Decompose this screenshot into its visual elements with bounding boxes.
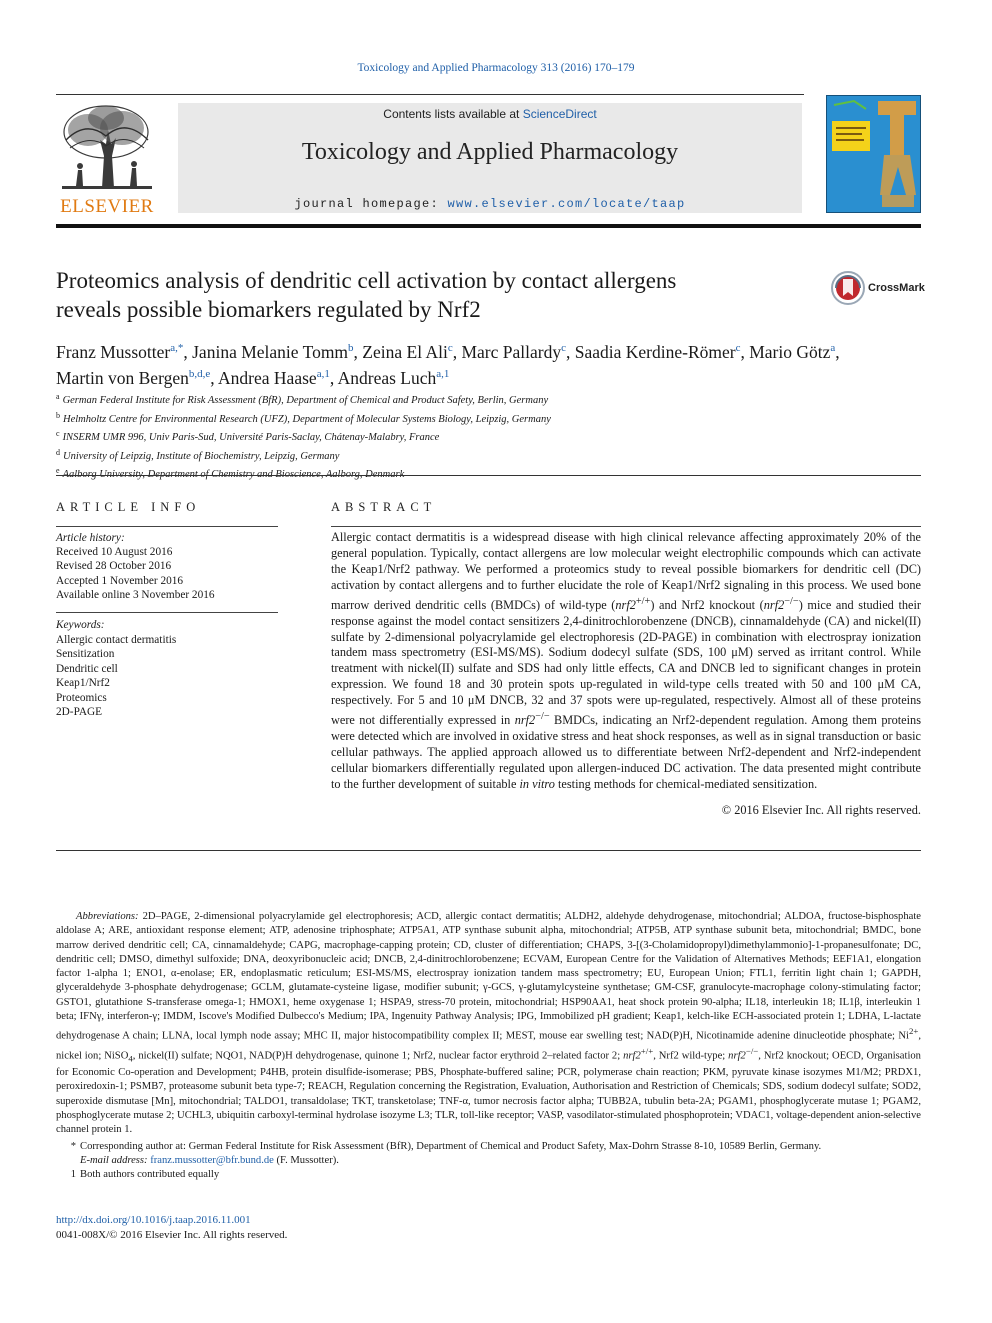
abbreviations-text: , Nrf2 wild-type; xyxy=(653,1050,729,1062)
journal-cover-thumbnail[interactable] xyxy=(826,95,921,213)
abbreviations-text: , nickel ion; NiSO xyxy=(56,1030,921,1062)
author-separator: , xyxy=(183,342,193,362)
affiliation-item xyxy=(56,446,926,465)
email-suffix: (F. Mussotter). xyxy=(273,1155,339,1166)
homepage-link[interactable]: www.elsevier.com/locate/taap xyxy=(447,197,686,211)
affiliation-text: Helmholtz Centre for Environmental Research (UFZ), Department of Molecular Systems Biology, Leipzig, Germany xyxy=(63,413,551,425)
abstract-rule xyxy=(331,526,921,527)
author-affiliation-marker[interactable]: c xyxy=(447,342,453,354)
title-line-2: reveals possible biomarkers regulated by Nrf2 xyxy=(56,297,481,322)
affiliation-text: German Federal Institute for Risk Assessment (BfR), Department of Chemical and Product Safety, Berlin, Germany xyxy=(62,395,549,406)
abstract-copyright: © 2016 Elsevier Inc. All rights reserved. xyxy=(721,803,921,817)
author-email-link[interactable]: franz.mussotter@bfr.bund.de xyxy=(150,1155,274,1166)
affiliation-key: b xyxy=(56,410,60,420)
genotype-superscript: −/− xyxy=(535,711,550,723)
affiliation-item xyxy=(56,464,926,483)
history-item: Accepted 1 November 2016 xyxy=(56,574,184,587)
footnote-text: Corresponding author at: German Federal Institute for Risk Assessment (BfR), Department of Chemical and Product Safety, Max-Dohrn Strasse 8-10, 10589 Berlin, Germany. xyxy=(80,1141,822,1152)
affiliation-text: INSERM UMR 996, Univ Paris-Sud, Université Paris-Saclay, Chátenay-Malabry, France xyxy=(62,432,440,443)
author-separator: , xyxy=(210,368,219,388)
crossmark-label[interactable]: CrossMark xyxy=(868,282,925,294)
journal-masthead xyxy=(178,103,802,213)
affiliation-item xyxy=(56,427,926,446)
footnote-mark: 1 xyxy=(70,1169,76,1180)
abstract-text-run: BMDCs, indicating an Nrf2-dependent regulation. Among them proteins were detected which are involved in oxidative stress and heat shock responses, as well as in signal transduction or basic cellular pathways. The applied approach allowed us to differentiate between Nrf2-dependent and Nrf2-independent cellular biomarkers differentially regulated upon allergen-induced DC activation. The data presented might contribute to the further development of suitable xyxy=(331,713,921,791)
contents-availability xyxy=(178,107,802,121)
abstract-body xyxy=(331,530,921,793)
abbreviations-label: Abbreviations: xyxy=(76,911,139,922)
author-list xyxy=(56,337,926,389)
author[interactable]: Franz Mussotter xyxy=(56,342,171,362)
history-label: Article history: xyxy=(56,532,125,544)
history-item: Available online 3 November 2016 xyxy=(56,588,215,601)
charge-superscript: 2+ xyxy=(908,1026,919,1037)
keyword: 2D-PAGE xyxy=(56,706,103,718)
article-info-rule xyxy=(56,526,278,527)
affiliation-text: University of Leipzig, Institute of Biochemistry, Leipzig, Germany xyxy=(63,450,340,462)
gene-name: nrf2 xyxy=(615,597,636,612)
masthead-bottom-rule xyxy=(56,224,921,228)
journal-title: Toxicology and Applied Pharmacology xyxy=(301,139,679,165)
gene-name: nrf2 xyxy=(514,713,536,728)
author-separator: , xyxy=(740,342,750,362)
keyword: Sensitization xyxy=(56,648,115,660)
author-affiliation-marker[interactable]: c xyxy=(561,342,566,354)
footnote-text: Both authors contributed equally xyxy=(80,1169,220,1180)
footnote-mark: * xyxy=(70,1141,76,1152)
keyword: Allergic contact dermatitis xyxy=(56,633,177,646)
keyword: Proteomics xyxy=(56,691,107,704)
keywords-label: Keywords: xyxy=(56,619,105,631)
abbreviations-text: , Nrf2 knockout; OECD, Organisation for Economic Co-operation and Development; P4HB, protein disulfide-isomerase; PBS, Phosphate-buffered saline; PCR, polymerase chain reaction; PKM, pyruvate kinase isozymes M1/M2; PRDX1, peroxiredoxin-1; PSMB7, proteasome subunit beta type-7; REACH, Regulation concerning the Registration, Evaluation, Authorisation and Restriction of Chemicals; SDS, sodium dodecyl sulfate; SOD2, superoxide dismutase [Mn], mitochondrial; TALDO1, transaldolase; TKT, transketolase; TNF-α, tumor necrosis factor alpha; TUBB2A, tubulin beta-2A; PGAM1, phosphoglycerate mutase 1; PGAM2, phosphoglycerate mutase 2; UCHL3, ubiquitin carboxyl-terminal hydrolase isozyme L3; TLR, toll-like receptor; VASP, vasodilator-stimulated phosphoprotein; VDAC1, voltage-dependent anion-selective channel protein 1. xyxy=(56,1050,921,1136)
genotype-superscript: +/+ xyxy=(635,595,651,607)
author-affiliation-marker[interactable]: b,d,e xyxy=(188,368,211,380)
author-separator: , xyxy=(329,368,338,388)
author[interactable]: Janina Melanie Tomm xyxy=(192,342,349,362)
author-affiliation-marker[interactable]: c xyxy=(735,342,741,354)
doi-link[interactable]: http://dx.doi.org/10.1016/j.taap.2016.11.001 xyxy=(56,1214,251,1226)
homepage-prefix: journal homepage: xyxy=(294,197,448,211)
abbreviations-footnote xyxy=(56,910,921,1138)
article-info-heading: ARTICLE INFO xyxy=(56,500,201,514)
journal-homepage xyxy=(178,197,802,211)
equal-contribution-footnote xyxy=(56,1168,921,1182)
abstract-text-run: ) mice and studied their response against the model contact sensitizers 2,4-dinitrochlorobenzene (DNCB), cinnamaldehyde (CA) and nickel(II) sulfate by 2-dimensional polyacrylamide gel electrophoresis (2D-PAGE) in combination with electrospray ionization tandem mass spectrometry (ESI-MS/MS). Sodium dodecyl sulfate (SDS, 100 μM) served as irritant control. While treatment with nickel(II) sulfate and SDS had only little effects, CA and DNCB led to significant changes in protein expression. We found 18 and 30 protein spots up-regulated in wild-type cells treated with 50 and 100 μM CA, respectively. For 5 and 10 μM DNCB, 32 and 37 spots were up-regulated, respectively. Almost all of these proteins were not differentially expressed in xyxy=(331,597,921,728)
author[interactable]: Andrea Haase xyxy=(218,368,317,388)
author-affiliation-marker[interactable]: b xyxy=(348,342,354,354)
journal-reference[interactable]: Toxicology and Applied Pharmacology 313 (2016) 170–179 xyxy=(357,62,635,74)
article-history xyxy=(56,531,278,602)
sciencedirect-link[interactable]: ScienceDirect xyxy=(522,107,597,121)
affiliation-item xyxy=(56,409,926,428)
abstract-text-run: Allergic contact dermatitis is a widespread disease with high clinical relevance affecting approximately 20% of the general population. Typically, contact allergens are low molecular weight electrophilic compounds which can activate the Keap1/Nrf2 pathway. We performed a proteomics study to reveal possible biomarkers for dendritic cell (DC) activation by contact allergens and to further elucidate the role of Keap1/Nrf2 signaling in this process. We used bone marrow derived dendritic cells (BMDCs) of wild-type ( xyxy=(331,530,921,612)
history-item: Received 10 August 2016 xyxy=(56,546,173,559)
author-separator: , xyxy=(835,342,840,362)
affiliation-key: d xyxy=(56,447,60,457)
keyword: Keap1/Nrf2 xyxy=(56,677,110,689)
section-divider xyxy=(56,850,921,851)
affiliation-key: a xyxy=(56,392,60,401)
elsevier-wordmark: ELSEVIER xyxy=(60,196,154,217)
author[interactable]: Martin von Bergen xyxy=(56,368,189,388)
title-line-1: Proteomics analysis of dendritic cell activation by contact allergens xyxy=(56,268,677,293)
history-item: Revised 28 October 2016 xyxy=(56,560,172,573)
gene-name: nrf2 xyxy=(763,597,785,612)
abstract-text-run: ) and Nrf2 knockout ( xyxy=(650,597,764,612)
author[interactable]: Andreas Luch xyxy=(337,368,437,388)
author[interactable]: Saadia Kerdine-Römer xyxy=(574,342,736,362)
affiliation-item xyxy=(56,390,926,409)
author[interactable]: Marc Pallardy xyxy=(461,342,562,362)
formula-subscript: 4 xyxy=(128,1053,133,1064)
author-separator: , xyxy=(566,342,575,362)
genotype-superscript: −/− xyxy=(784,595,799,607)
keywords xyxy=(56,618,278,720)
in-vitro-term: in vitro xyxy=(519,776,555,791)
abbreviations-text: 2D–PAGE, 2-dimensional polyacrylamide gel electrophoresis; ACD, allergic contact dermatitis; ALDH2, aldehyde dehydrogenase, mitochondrial; ALDOA, fructose-bisphosphate aldolase A; ARE, antioxidant response element; ATP, adenosine triphosphate; ATP5A1, ATP synthase subunit alpha, mitochondrial; ATP5B, ATP synthase subunit beta, mitochondrial; BMDC, bone marrow derived dendritic cell; CA, cinnamaldehyde; CAPG, macrophage-capping protein; CD, cluster of differentiation; CHAPS, 3-[(3-Cholamidopropyl)dimethylammonio]-1-propanesulfonate; DC, dendritic cell; DMSO, dimethyl sulfoxide; DNA, deoxyribonucleic acid; DNCB, 2,4-dinitrochlorobenzene; ECVAM, European Centre for the Validation of Alternatives Methods; EEF1A1, elongation factor 1-alpha 1; ENO1, α-enolase; ER, endoplasmatic reticulum; ESI-MS/MS, electrospray ionization tandem mass spectrometry; EU, European Union; FTL1, ferritin light chain 1; GAPDH, glyceraldehyde 3-phosphate dehydrogenase; GCLM, glutamate-cysteine ligase, modifier subunit; γ-GCS, γ-glutamylcysteine synthetase; GM-CSF, granulocyte-macrophage colony-stimulating factor; GSTO1, glutathione S-transferase omega-1; HMOX1, heme oxygenase 1; HSPA9, stress-70 protein, mitochondrial; HSP90AA1, heat shock protein 90-alpha; IL18, interleukin 18; IL1β, interleukin 1 beta; IFNγ, interferon-γ; IMDM, Iscove's Modified Dulbecco's Medium; IPA, Ingenuity Pathway Analysis; IPG, Immobilized pH gradient; Keap1, kelch-like ECH-associated protein 1; LDHA, L-lactate dehydrogenase A chain; LLNA, local lymph node assay; MHC II, major histocompatibility complex II; MEST, mouse ear swelling test; NAD(P)H, Nicotinamide adenine dinucleotide phosphate; Ni xyxy=(56,911,921,1042)
contents-prefix: Contents lists available at xyxy=(383,107,523,121)
author-affiliation-marker[interactable]: a,1 xyxy=(316,368,330,380)
author-affiliation-marker[interactable]: a,* xyxy=(170,342,184,354)
gene-name: nrf2 xyxy=(623,1050,641,1062)
issn-copyright: 0041-008X/© 2016 Elsevier Inc. All rights reserved. xyxy=(56,1229,288,1241)
gene-name: nrf2 xyxy=(728,1050,746,1062)
genotype-superscript: +/+ xyxy=(640,1046,654,1057)
author-affiliation-marker[interactable]: a,1 xyxy=(436,368,450,380)
corresponding-author-footnote xyxy=(56,1140,921,1154)
author[interactable]: Zeina El Ali xyxy=(362,342,448,362)
email-label: E-mail address: xyxy=(80,1155,148,1166)
masthead-top-rule xyxy=(56,94,804,95)
author-separator: , xyxy=(353,342,363,362)
abstract-heading: ABSTRACT xyxy=(331,500,437,514)
genotype-superscript: −/− xyxy=(745,1046,759,1057)
keyword: Dendritic cell xyxy=(56,662,118,675)
affiliation-list xyxy=(56,390,926,483)
article-title xyxy=(56,266,796,324)
author-separator: , xyxy=(452,342,462,362)
section-divider xyxy=(56,475,921,476)
affiliation-key: c xyxy=(56,429,60,438)
abstract-text-run: testing methods for chemical-mediated sensitization. xyxy=(554,776,818,791)
email-footnote xyxy=(56,1154,921,1168)
author[interactable]: Mario Götz xyxy=(749,342,831,362)
keywords-rule xyxy=(56,612,278,613)
abbreviations-text: , nickel(II) sulfate; NQO1, NAD(P)H dehydrogenase, quinone 1; Nrf2, nuclear factor erythroid 2–related factor 2; xyxy=(132,1050,624,1062)
affiliation-key: e xyxy=(56,466,60,475)
author-affiliation-marker[interactable]: a xyxy=(830,342,836,354)
